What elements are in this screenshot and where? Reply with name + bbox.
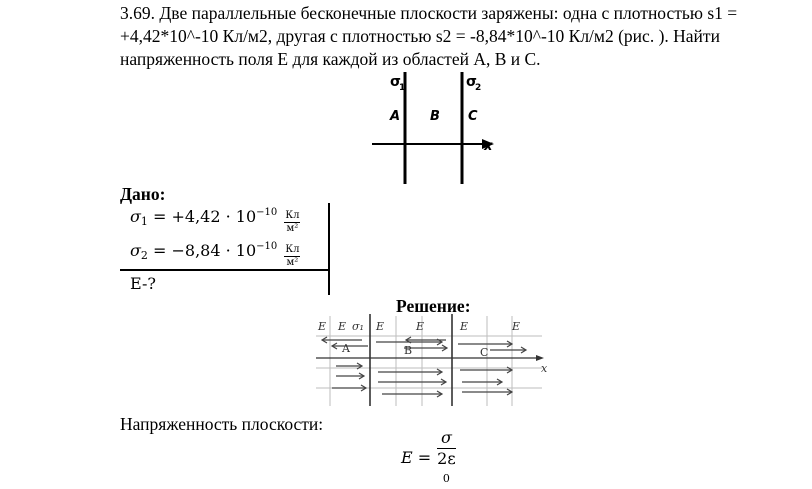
x-axis-label: x xyxy=(484,139,493,154)
sigma1-label: σ xyxy=(390,74,401,90)
x-axis-label: x xyxy=(541,362,548,375)
sigma1-exponent: −10 xyxy=(256,207,278,218)
given-title: Дано: xyxy=(120,184,166,204)
sigma2-exponent: −10 xyxy=(256,241,278,252)
field-diagram xyxy=(312,312,552,408)
sigma2-equation xyxy=(130,241,300,269)
solution-title: Решение: xyxy=(396,296,471,316)
given-horizontal-divider xyxy=(120,269,330,271)
find-quantity: E-? xyxy=(130,274,156,293)
sigma1-subscript: 1 xyxy=(399,83,406,93)
formula-lhs: E = xyxy=(401,448,432,467)
sigma1-equation xyxy=(130,207,300,235)
region-b-label: B xyxy=(404,344,413,357)
region-a-label: A xyxy=(342,342,350,355)
sigma1-symbol: σ xyxy=(130,207,141,226)
e1-label-c2: E xyxy=(512,320,521,333)
region-c-label: C xyxy=(468,109,478,124)
problem-statement: 3.69. Две параллельные бесконечные плоскости заряжены: одна с плотностью s1 = +4,42*10^-10 Кл/м2, другая с плотностью s2 = -8,84*10^-10 Кл/м2 (рис. ). Найти напряженность поля E для каждой из областей A, B и C. xyxy=(120,3,738,69)
region-c-label: C xyxy=(480,346,489,359)
x-axis-arrow xyxy=(536,355,544,361)
sigma2-value: = −8,84 · 10 xyxy=(147,241,257,260)
field-figure xyxy=(312,312,552,408)
sigma1-unit: $\frac{Кл}{\text{м²}}$ xyxy=(285,210,300,234)
formula-fraction xyxy=(437,428,455,489)
region-b-label: B xyxy=(430,109,440,124)
sigma2-label: σ xyxy=(466,74,477,90)
given-block xyxy=(120,203,335,295)
region-a-label: A xyxy=(390,109,401,124)
sigma2-symbol: σ xyxy=(130,241,141,260)
plates-diagram xyxy=(370,68,500,186)
solution-intro: Напряженность плоскости: xyxy=(120,414,324,434)
sigma2-index: 2 xyxy=(140,249,148,262)
given-vertical-divider xyxy=(328,203,330,295)
sigma1-label-fig2: σ₁ xyxy=(352,320,364,333)
formula-numerator: σ xyxy=(437,428,455,449)
plates-figure xyxy=(370,68,500,191)
sigma2-subscript: 2 xyxy=(475,83,482,93)
e2-label-a: E xyxy=(338,320,347,333)
e2-label-b: E xyxy=(416,320,425,333)
e1-label-b: E xyxy=(376,320,385,333)
field-formula xyxy=(401,428,456,489)
sigma1-value: = +4,42 · 10 xyxy=(147,207,257,226)
e1-label-a: E xyxy=(318,320,327,333)
e1-label-c: E xyxy=(460,320,469,333)
sigma2-unit: $\frac{Кл}{\text{м²}}$ xyxy=(285,244,300,268)
formula-denominator: 2ε 0 xyxy=(437,449,456,485)
sigma1-index: 1 xyxy=(140,215,148,228)
